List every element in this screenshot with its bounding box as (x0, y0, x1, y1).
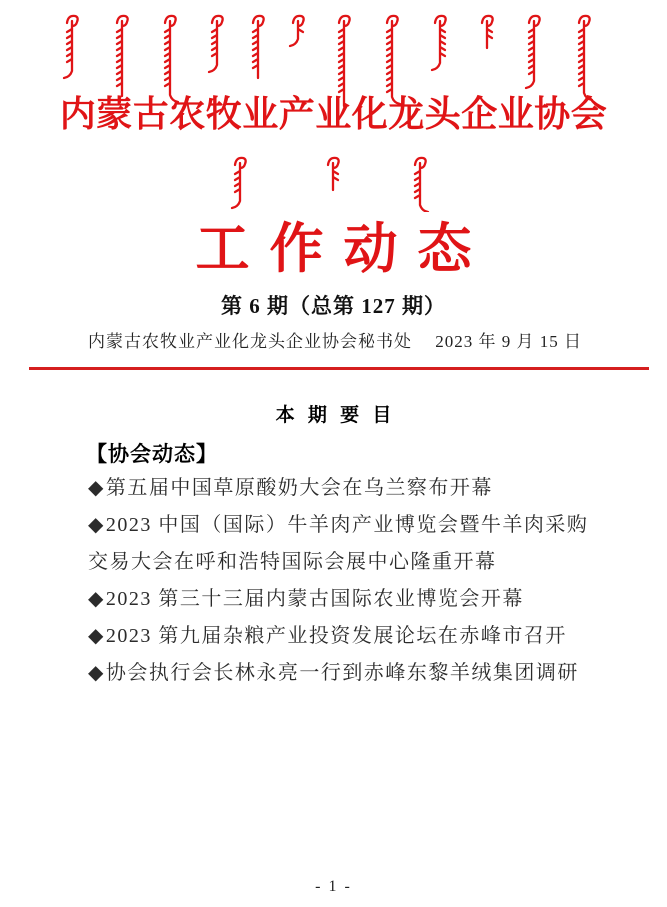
diamond-bullet-icon: ◆ (88, 662, 105, 684)
red-divider-rule (29, 367, 649, 370)
toc-item-text: 2023 第三十三届内蒙古国际农业博览会开幕 (105, 588, 524, 610)
publication-date: 2023 年 9 月 15 日 (435, 332, 582, 351)
publisher-name: 内蒙古农牧业产业化龙头企业协会秘书处 (88, 332, 412, 351)
issue-number: 第 6 期（总第 127 期） (221, 294, 446, 318)
toc-list (88, 470, 608, 692)
toc-item (88, 507, 608, 581)
diamond-bullet-icon: ◆ (88, 477, 105, 499)
toc-item-text: 第五届中国草原酸奶大会在乌兰察布开幕 (105, 477, 493, 499)
toc-item-text: 2023 第九届杂粮产业投资发展论坛在赤峰市召开 (105, 625, 567, 647)
section-label-association-news: 【协会动态】 (86, 443, 218, 466)
diamond-bullet-icon: ◆ (88, 588, 105, 610)
toc-item-text: 协会执行会长林永亮一行到赤峰东黎羊绒集团调研 (105, 662, 579, 684)
toc-item (88, 655, 608, 692)
diamond-bullet-icon: ◆ (88, 625, 105, 647)
publication-meta (88, 327, 582, 352)
digest-title: 本 期 要 目 (275, 405, 396, 426)
toc-item (88, 581, 608, 618)
toc-item (88, 618, 608, 655)
mongolian-script-row-subtitle-icon (0, 154, 667, 212)
toc-item-text: 2023 中国（国际）牛羊肉产业博览会暨牛羊肉采购交易大会在呼和浩特国际会展中心隆重开幕 (88, 514, 589, 573)
association-title: 内蒙古农牧业产业化龙头企业协会 (59, 94, 608, 134)
masthead-title: 工作动态 (195, 219, 492, 279)
diamond-bullet-icon: ◆ (88, 514, 105, 536)
page-number: - 1 - (315, 878, 352, 895)
toc-item (88, 470, 608, 507)
